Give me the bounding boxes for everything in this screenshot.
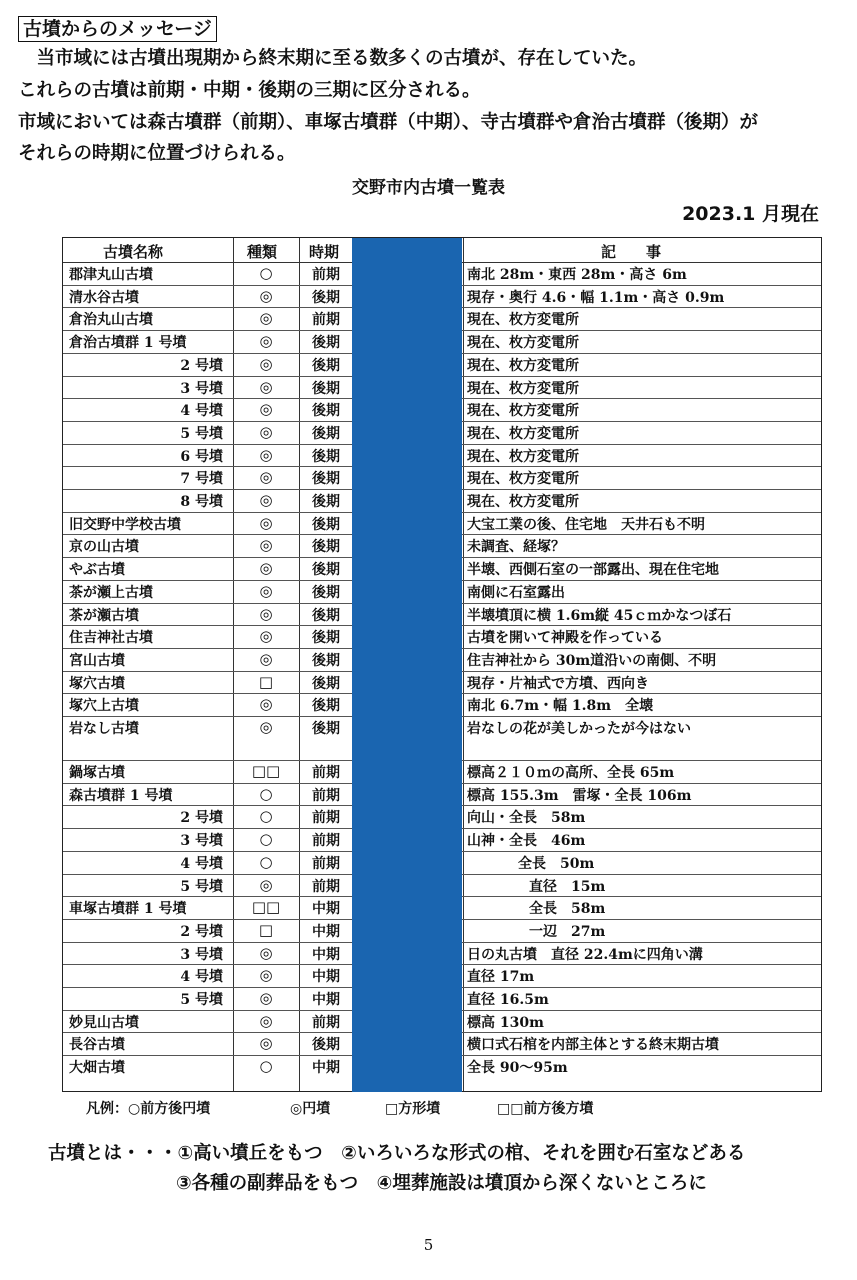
tumulus-period: 前期 [312,787,340,804]
tumulus-type: ◎ [259,354,273,373]
tumulus-name: 郡津丸山古墳 [69,267,153,283]
tumulus-notes: 全長 58m [529,901,606,918]
tumulus-notes: 直径 15m [529,878,606,895]
tumulus-type: □ [258,672,274,691]
tumulus-type: ◎ [259,468,273,487]
tumulus-type: ◎ [259,875,273,894]
tumulus-name: 3 号墳 [180,946,223,963]
tumulus-name: 3 号墳 [180,833,223,850]
tumulus-type: ◎ [259,943,273,962]
tumulus-period: 後期 [312,425,340,442]
tumulus-type: ◎ [259,559,273,578]
tumulus-notes: 日の丸古墳 直径 22.4mに四角い溝 [467,946,703,963]
tumulus-name: 7 号墳 [180,471,223,488]
tumulus-type: ○ [259,852,273,871]
tumulus-notes: 現在、枚方変電所 [467,448,579,465]
tumulus-period: 後期 [312,403,340,420]
tumulus-period: 後期 [312,289,340,306]
tumulus-name: 住吉神社古墳 [69,630,153,647]
tumulus-notes: 古墳を開いて神殿を作っている [467,630,663,647]
tumulus-name: 4 号墳 [180,969,223,986]
tumulus-period: 中期 [312,923,340,940]
tumulus-type: ◎ [259,309,273,328]
tumulus-notes: 現存・奥行 4.6・幅 1.1m・高さ 0.9m [467,289,725,306]
tumulus-name: 8 号墳 [180,494,223,510]
page-number: 5 [423,1236,434,1254]
tumulus-notes: 現在、枚方変電所 [467,494,579,510]
tumulus-notes: 直径 17m [467,969,535,986]
tumulus-period: 後期 [312,584,340,601]
tumulus-name: 倉治古墳群 1 号墳 [69,335,187,352]
tumulus-notes: 横口式石棺を内部主体とする終末期古墳 [467,1037,719,1054]
tumulus-type: ◎ [259,513,273,532]
tumulus-notes: 向山・全長 58m [467,810,586,827]
tumulus-name: 岩なし古墳 [69,721,139,737]
tumulus-type: ○ [259,830,273,849]
tumulus-type: ◎ [259,695,273,714]
tumulus-notes: 標高 130m [467,1014,544,1031]
tumulus-notes: 現在、枚方変電所 [467,312,579,329]
tumulus-notes: 山神・全長 46m [467,833,586,850]
tumulus-name: 茶が瀬古墳 [69,607,139,624]
tumulus-name: 5 号墳 [180,425,223,442]
tumulus-period: 中期 [312,901,340,918]
tumulus-type: ◎ [259,1011,273,1030]
tumulus-type: ○ [259,784,273,803]
header-type: 種類 [247,243,278,261]
tumulus-type: ◎ [259,966,273,985]
footer-line-1: 古墳とは・・・①高い墳丘をもつ ②いろいろな形式の棺、それを囲む石室などある [48,1143,746,1164]
tumulus-type: ◎ [259,536,273,555]
tumulus-type: ◎ [259,581,273,600]
tumulus-period: 後期 [312,539,340,556]
tumulus-name: 森古墳群 1 号墳 [69,787,173,804]
tumulus-period: 前期 [312,267,340,283]
tumulus-period: 前期 [312,855,340,872]
tumulus-type: ◎ [259,989,273,1007]
tumulus-name: 6 号墳 [180,448,223,465]
tumulus-name: 茶が瀬上古墳 [69,584,153,601]
table-title: 交野市内古墳一覧表 [352,178,505,198]
tumulus-period: 中期 [312,992,340,1008]
tumulus-period: 後期 [312,721,340,737]
tumulus-name: 宮山古墳 [69,652,125,669]
tumulus-name: 旧交野中学校古墳 [69,516,181,533]
tumulus-period: 前期 [312,833,340,850]
tumulus-period: 後期 [312,335,340,352]
tumulus-type: ◎ [259,286,273,305]
tumulus-period: 中期 [312,969,340,986]
header-period: 時期 [309,243,340,261]
tumulus-period: 後期 [312,607,340,624]
legend-keyhole: 凡例：○前方後円墳 [86,1101,211,1117]
footer-line-2: ③各種の副葬品をもつ ④埋葬施設は墳頂から深くないところに [176,1173,707,1194]
legend-round: ◎円墳 [290,1101,331,1117]
tumulus-type: □□ [251,762,281,780]
tumulus-period: 前期 [312,312,340,329]
tumulus-notes: 現在、枚方変電所 [467,471,579,488]
legend-square: □方形墳 [385,1101,441,1117]
tumulus-notes: 現在、枚方変電所 [467,357,579,374]
tumulus-notes: 住吉神社から 30m道沿いの南側、不明 [467,652,717,669]
tumulus-notes: 現在、枚方変電所 [467,380,579,397]
tumulus-notes: 南北 28m・東西 28m・高さ 6m [467,267,687,283]
intro-line-3: 市域においては森古墳群（前期）、車塚古墳群（中期）、寺古墳群や倉治古墳群（後期）が [18,112,759,133]
tumulus-period: 前期 [312,878,340,895]
section-title: 古墳からのメッセージ [18,16,217,42]
tumulus-notes: 南北 6.7m・幅 1.8m 全壊 [467,698,654,715]
tumulus-notes: 標高 155.3m 雷塚・全長 106m [467,787,692,804]
tumulus-type: ○ [259,264,273,282]
tumulus-notes: 大宝工業の後、住宅地 天井石も不明 [467,516,705,533]
tumulus-notes: 未調査、経塚？ [467,539,565,556]
tumulus-type: ○ [259,807,273,826]
header-name: 古墳名称 [103,243,164,261]
tumulus-name: 4 号墳 [180,403,223,420]
tumulus-name: 京の山古墳 [69,539,139,556]
tumulus-type: ◎ [259,400,273,419]
tumulus-name: 長谷古墳 [69,1037,125,1054]
tumulus-period: 中期 [312,946,340,963]
tumulus-period: 後期 [312,516,340,533]
tumulus-notes: 現在、枚方変電所 [467,403,579,420]
tumulus-type: ◎ [259,491,273,509]
tumulus-notes: 現存・片袖式で方墳、西向き [467,675,649,692]
tumulus-type: ◎ [259,604,273,623]
tumulus-period: 前期 [312,1014,340,1031]
tumulus-notes: 半壊、西側石室の一部露出、現在住宅地 [467,562,719,579]
tumulus-period: 後期 [312,471,340,488]
tumulus-name: 清水谷古墳 [69,289,139,306]
tumulus-name: 3 号墳 [180,380,223,397]
tumulus-notes: 全長 50m [518,855,595,872]
tumulus-name: 2 号墳 [180,810,223,827]
tumulus-name: 塚穴古墳 [69,675,125,692]
tumulus-period: 後期 [312,652,340,669]
tumulus-type: ◎ [259,718,273,736]
tumulus-period: 前期 [312,765,340,781]
tumulus-name: 妙見山古墳 [69,1014,139,1031]
tumulus-name: 鍋塚古墳 [69,765,125,781]
tumulus-type: ◎ [259,1034,273,1053]
tumulus-period: 前期 [312,810,340,827]
tumulus-period: 後期 [312,698,340,715]
tumulus-notes: 南側に石室露出 [467,584,565,601]
header-notes: 記 事 [601,243,662,261]
tumulus-notes: 一辺 27m [529,923,606,940]
tumulus-type: ◎ [259,649,273,668]
tumulus-type: ○ [259,1057,273,1076]
tumulus-name: 4 号墳 [180,855,223,872]
tumulus-type: ◎ [259,627,273,646]
tumulus-period: 後期 [312,562,340,579]
tumulus-notes: 直径 16.5m [467,992,549,1008]
tumulus-notes: 半壊墳頂に横 1.6m縦 45ｃｍかなつぼ石 [467,607,732,624]
tumulus-name: 車塚古墳群 1 号墳 [69,901,187,918]
tumulus-period: 中期 [312,1060,340,1077]
tumulus-period: 後期 [312,675,340,692]
tumulus-notes: 全長 90～95m [467,1060,568,1077]
tumulus-name: 2 号墳 [180,357,223,374]
tumulus-name: 5 号墳 [180,878,223,895]
tumulus-name: 倉治丸山古墳 [69,312,153,329]
tumulus-period: 後期 [312,357,340,374]
tumulus-type: □ [258,920,274,939]
legend-square-keyhole: □□前方後方墳 [497,1101,594,1117]
tumulus-name: 5 号墳 [180,992,223,1008]
tumulus-notes: 現在、枚方変電所 [467,335,579,352]
tumulus-notes: 標高２１０ｍの高所、全長 65m [467,765,675,781]
tumulus-period: 後期 [312,494,340,510]
intro-line-2: これらの古墳は前期・中期・後期の三期に区分される。 [18,80,481,101]
tumulus-name: 2 号墳 [180,923,223,940]
tumulus-type: □□ [251,898,281,917]
as-of-date: 2023.1 月現在 [682,203,819,225]
tumulus-notes: 岩なしの花が美しかったが今はない [467,721,691,737]
tumulus-period: 後期 [312,630,340,647]
tumulus-period: 後期 [312,1037,340,1054]
tumulus-name: 塚穴上古墳 [69,698,139,715]
tumulus-type: ◎ [259,377,273,396]
tumulus-type: ◎ [259,445,273,464]
tumulus-type: ◎ [259,332,273,351]
intro-line-4: それらの時期に位置づけられる。 [18,143,296,164]
tumulus-name: やぶ古墳 [69,562,125,579]
tumulus-notes: 現在、枚方変電所 [467,425,579,442]
intro-line-1: 当市域には古墳出現期から終末期に至る数多くの古墳が、存在していた。 [18,48,648,69]
tumulus-type: ◎ [259,422,273,441]
tumulus-period: 後期 [312,380,340,397]
redaction-band [352,238,462,1092]
tumulus-name: 大畑古墳 [69,1060,125,1077]
tumulus-period: 後期 [312,448,340,465]
